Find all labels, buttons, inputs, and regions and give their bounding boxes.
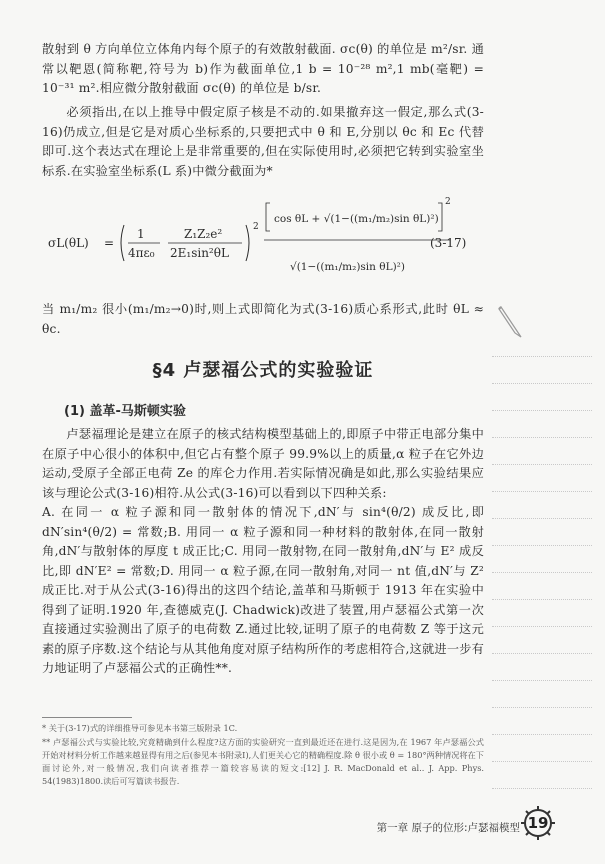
factor-numerator: 1: [137, 227, 145, 241]
equation-label: (3-17): [430, 236, 467, 250]
paragraph-cross-section-units: [42, 40, 484, 99]
footnotes: [42, 722, 484, 789]
footnote: * 关于(3-17)式的详细推导可参见本书第三版附录 1C.: [42, 723, 238, 733]
margin-note-line: [492, 761, 592, 762]
margin-note-line: [492, 383, 592, 384]
margin-note-line: [492, 491, 592, 492]
right-paren: [246, 225, 249, 261]
formula-exponent: 2: [253, 222, 259, 232]
paragraph-text: A. 在同一 α 粒子源和同一散射体的情况下,dN′与 sin⁴(θ/2) 成反比,即 dN′sin⁴(θ/2) = 常数;B. 用同一 α 粒子源和同一种材料的散射体,在同一散射角,dN′与散射体的厚度 t 成正比;C. 用同一散射物,在同一散射角,dN′与 E² 成反比,即 dN′E² = 常数;D. 用同一 α 粒子源,在同一散射角,对同一 nt 值,dN′与 Z² 成正比.对于从公式(3-16)得出的这四个结论,盖革和马斯顿于 1913 年在实验中得到了证明.1920 年,查德威克(J. Chadwick)改进了装置,用卢瑟福公式第一次直接通过实验测出了原子的电荷数 Z.通过比较,证明了原子的电荷数 Z 等于这元素的原子序数.这个结论与从其他角度对原子结构所作的考虑相符合,这就进一步有力地证明了卢瑟福公式的正确性**.: [42, 505, 484, 675]
page-number: 19: [527, 814, 549, 832]
paragraph-small-mass-ratio: [42, 300, 484, 339]
margin-note-line: [492, 464, 592, 465]
equation-3-17: [42, 195, 484, 300]
margin-note-line: [492, 437, 592, 438]
paragraph-text: 当 m₁/m₂ 很小(m₁/m₂→0)时,则上式即简化为式(3-16)质心系形式,此时 θL ≈ θc.: [42, 302, 484, 336]
left-paren: [121, 225, 124, 261]
factor-denominator: 4πε₀: [128, 246, 155, 260]
margin-note-line: [492, 626, 592, 627]
margin-note-line: [492, 788, 592, 789]
footnote-divider: [42, 717, 132, 718]
margin-note-line: [492, 680, 592, 681]
margin-note-line: [492, 599, 592, 600]
chapter-footer: 第一章 原子的位形:卢瑟福模型: [376, 822, 520, 834]
main-body: [42, 425, 484, 679]
formula-equals: =: [104, 236, 115, 250]
formula-lhs: σL(θL): [48, 236, 89, 250]
paragraph-text: 卢瑟福理论是建立在原子的核式结构模型基础上的,即原子中带正电部分集中在原子中心很小的体积中,但它占有整个原子 99.9%以上的质量,α 粒子在它外边运动,受原子全部正电荷 Ze 的库仑力作用.若实际情况确是如此,那么实验结果应该与理论公式(3-16)相符.从公式(3-16)可以看到以下四种关系:: [42, 427, 484, 500]
margin-note-line: [492, 572, 592, 573]
subsection-title: (1) 盖革-马斯顿实验: [64, 404, 186, 419]
margin-note-line: [492, 707, 592, 708]
bracket-exponent: 2: [445, 197, 451, 207]
pen-icon: [497, 305, 525, 339]
margin-note-line: [492, 734, 592, 735]
margin-note-line: [492, 653, 592, 654]
fraction2-numerator: Z₁Z₂e²: [184, 227, 223, 241]
footnote: ** 卢瑟福公式与实验比较,究竟精确到什么程度?这方面的实验研究一直到最近还在进行.这是因为,在 1967 年卢瑟福公式开始对材料分析工作越来越显得有用之后(参见本书附录Ⅰ),人们更关心它的精确程度.除 θ 很小或 θ = 180°两种情况将在下面讨论外,对一般情况,我们向读者推荐一篇较容易读的短文:[12] J. R. MacDonald et al.. J. App. Phys. 54(1983)1800.读后可写篇读书报告.: [42, 737, 484, 786]
fraction2-denominator: 2E₁sin²θL: [170, 246, 229, 260]
paragraph-nucleus-assumption: [42, 103, 484, 181]
margin-note-line: [492, 356, 592, 357]
margin-note-line: [492, 518, 592, 519]
margin-note-line: [492, 410, 592, 411]
left-bracket: [266, 203, 270, 231]
big-denominator: √(1−((m₁/m₂)sin θL)²): [290, 261, 405, 273]
paragraph-text: 散射到 θ 方向单位立体角内每个原子的有效散射截面. σc(θ) 的单位是 m²/sr. 通常以靶恩(简称靶,符号为 b)作为截面单位,1 b = 10⁻²⁸ m²,1 mb(毫靶) = 10⁻³¹ m².相应微分散射截面 σc(θ) 的单位是 b/sr.: [42, 42, 484, 95]
paragraph-text: 必须指出,在以上推导中假定原子核是不动的.如果撤弃这一假定,那么式(3-16)仍成立,但是它是对质心坐标系的,只要把式中 θ 和 E,分别以 θc 和 Ec 代替即可.这个表达式在理论上是非常重要的,但在实际使用时,必须把它转到实验室坐标系.在实验室坐标系(L 系)中微分截面为*: [42, 105, 484, 178]
page-number-badge: [520, 805, 556, 841]
margin-note-line: [492, 545, 592, 546]
section-title: §4 卢瑟福公式的实验验证: [152, 360, 374, 381]
big-numerator: cos θL + √(1−((m₁/m₂)sin θL)²): [274, 213, 439, 225]
